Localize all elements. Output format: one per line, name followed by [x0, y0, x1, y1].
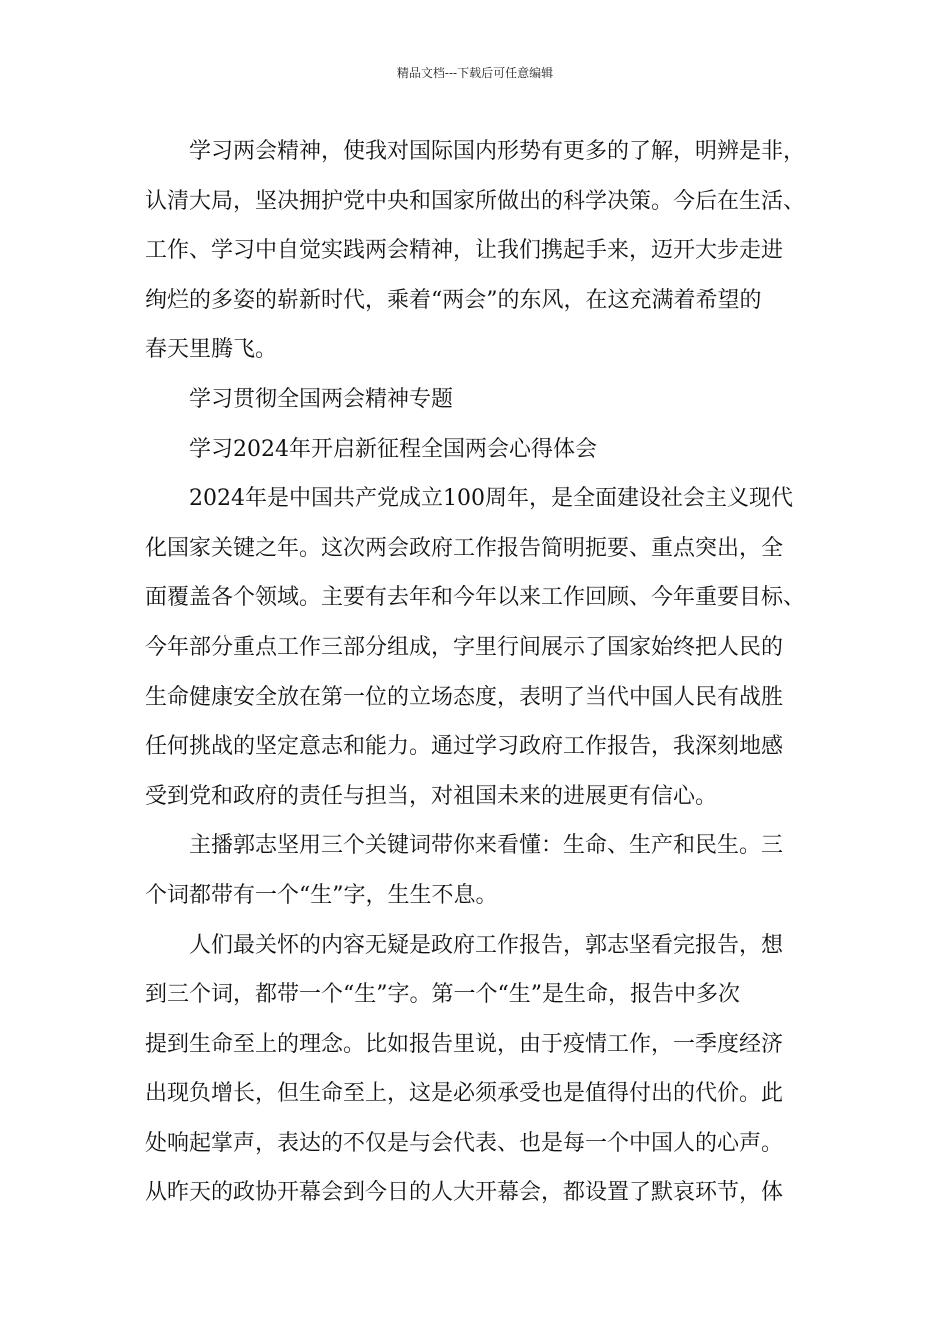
text-line: 面覆盖各个领域。主要有去年和今年以来工作回顾、今年重要目标、	[145, 585, 806, 611]
text-line: 人们最关怀的内容无疑是政府工作报告，郭志坚看完报告，想	[189, 932, 784, 958]
text-line: 提到生命至上的理念。比如报告里说，由于疫情工作，一季度经济	[145, 1031, 784, 1057]
text-line: 到三个词，都带一个“生”字。第一个“生”是生命，报告中多次	[145, 982, 740, 1008]
text-line: 工作、学习中自觉实践两会精神，让我们携起手来，迈开大步走进	[145, 238, 784, 264]
text-line: 个词都带有一个“生”字，生生不息。	[145, 882, 498, 908]
text-line: 受到党和政府的责任与担当，对祖国未来的进展更有信心。	[145, 783, 718, 809]
text-line: 2024年是中国共产党成立100周年，是全面建设社会主义现代	[189, 486, 793, 512]
text-line: 任何挑战的坚定意志和能力。通过学习政府工作报告，我深刻地感	[145, 734, 784, 760]
text-line: 处响起掌声，表达的不仅是与会代表、也是每一个中国人的心声。	[145, 1130, 784, 1156]
text-line: 出现负增长，但生命至上，这是必须承受也是值得付出的代价。此	[145, 1081, 784, 1107]
text-line: 生命健康安全放在第一位的立场态度，表明了当代中国人民有战胜	[145, 684, 784, 710]
text-line: 认清大局，坚决拥护党中央和国家所做出的科学决策。今后在生活、	[145, 188, 806, 214]
text-line: 主播郭志坚用三个关键词带你来看懂：生命、生产和民生。三	[189, 833, 784, 859]
text-line: 化国家关键之年。这次两会政府工作报告简明扼要、重点突出，全	[145, 535, 784, 561]
document-body	[145, 127, 817, 1218]
page-header: 精品文档---下载后可任意编辑	[396, 66, 554, 80]
text-line: 从昨天的政协开幕会到今日的人大开幕会，都设置了默哀环节，体	[145, 1180, 784, 1206]
article-title: 学习2024年开启新征程全国两会心得体会	[189, 436, 597, 462]
text-line: 今年部分重点工作三部分组成，字里行间展示了国家始终把人民的	[145, 634, 784, 660]
text-line: 绚烂的多姿的崭新时代，乘着“两会”的东风，在这充满着希望的	[145, 287, 762, 313]
text-line: 学习两会精神，使我对国际国内形势有更多的了解，明辨是非，	[189, 139, 806, 164]
section-heading: 学习贯彻全国两会精神专题	[189, 386, 454, 412]
text-line: 春天里腾飞。	[145, 337, 278, 363]
